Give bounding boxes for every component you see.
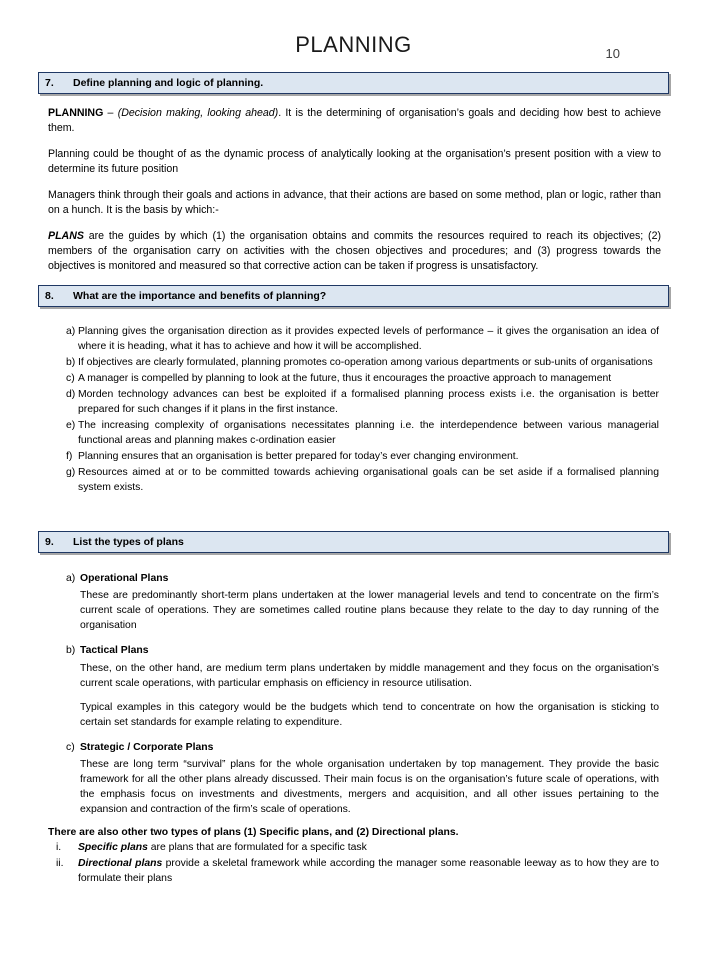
section-heading: Define planning and logic of planning. [73,77,264,89]
list-text [78,841,659,856]
term-planning-rest: . It is the determining of organisation’s goals and deciding how best to achieve them. [48,107,662,135]
list-text: A manager is compelled by planning to look at the future, thus it encourages the proactive approach to management [78,373,612,385]
list-item [48,450,659,465]
list-marker: b) [66,645,76,657]
list-marker: a) [66,326,76,338]
paragraph-plans [38,229,669,274]
spacer [38,519,669,531]
list-marker: f) [66,451,73,463]
list-item [48,325,659,355]
term-plans: PLANS [48,230,84,243]
section-header-7 [38,72,669,94]
paragraph-planning-definition [38,106,669,136]
term-directional-plans-rest: provide a skeletal framework while according the manager some reasonable leeway as to how they are to formulate their plans [78,858,659,885]
list-text: Resources aimed at or to be committed towards achieving organisational goals can be set aside if a formalised planning system exists. [78,467,659,494]
plan-title: Tactical Plans [80,645,149,657]
list-text: Planning ensures that an organisation is better prepared for today’s ever changing environment. [78,451,519,463]
term-specific-plans-rest: are plans that are formulated for a specific task [147,842,367,854]
list-text: If objectives are clearly formulated, planning promotes co-operation among various departments or sub-units of organisations [78,357,653,369]
list-text: The increasing complexity of organisations necessitates planning i.e. the interdependence between various managerial functional areas and planning makes c-ordination easier [78,420,659,447]
list-marker: g) [66,467,76,479]
list-marker: c) [66,373,75,385]
plan-types-list [38,571,669,817]
list-marker: a) [66,573,76,585]
section-header-8 [38,285,669,307]
plan-paragraph: These, on the other hand, are medium term plans undertaken by middle management and they focus on the organisation’s current scale operations, with particular emphasis on efficiency in resource utilisation. [80,662,659,689]
list-marker: b) [66,357,76,369]
section-number: 8. [45,290,54,303]
list-marker: c) [66,741,75,753]
plan-title: Strategic / Corporate Plans [80,741,214,753]
list-item [48,643,659,729]
plan-paragraph: Typical examples in this category would be the budgets which tend to concentrate on how the organisation is sticking to certain set standards for example relating to expenditure. [80,701,659,728]
list-content [80,571,659,633]
section-heading: What are the importance and benefits of planning? [73,290,327,303]
term-planning-gloss: (Decision making, looking ahead) [117,107,279,119]
list-item [48,841,659,856]
list-item [48,740,659,817]
list-marker: e) [66,420,76,432]
spacer [38,497,669,519]
list-text: Planning gives the organisation direction as it provides expected levels of performance – it gives the organisation an idea of where it is heading, what it has to achieve and how it will be accomplished. [78,326,659,353]
page-number: 10 [605,46,620,61]
list-text: Morden technology advances can best be exploited if a formalised planning process exists i.e. the organisation is better prepared for such changes if it plans in the first instance. [78,389,659,416]
list-marker: d) [66,389,76,401]
section-number: 7. [45,77,54,89]
other-plans-list [38,841,669,887]
term-directional-plans: Directional plans [78,858,163,870]
plan-paragraph: These are long term “survival” plans for the whole organisation undertaken by top management. They provide the basic framework for all the other plans already discussed. Their main focus is on the organisation’s future scale of operations, with the emphasis focus on investments and divestments, mergers and acquisition, and all other issues pertaining to the expansion and contraction of the firm’s scale of operations. [80,758,659,816]
list-content [80,643,659,729]
list-item [48,571,659,633]
term-plans-rest: are the guides by which (1) the organisation obtains and commits the resources required to reach its objectives; (2) members of the organisation carry on activities with the chosen objectives and procedures; and (3) progress towards the objectives is monitored and measured so that corrective action can be taken if progress is unsatisfactory. [48,230,661,273]
page-title: PLANNING [295,32,412,57]
term-specific-plans: Specific plans [78,842,148,854]
list-item [48,419,659,449]
section-header-9 [38,531,669,553]
term-planning: PLANNING [48,107,104,119]
list-item [48,466,659,496]
dash: – [103,107,118,119]
paragraph-dynamic-process: Planning could be thought of as the dynamic process of analytically looking at the organisation’s present position with a view to determine its future position [48,148,661,176]
list-item [48,356,659,371]
paragraph-managers-think: Managers think through their goals and actions in advance, that their actions are based on some method, plan or logic, rather than on a hunch. It is the basis by which:- [48,189,661,217]
other-plans-lead: There are also other two types of plans (1) Specific plans, and (2) Directional plans. [48,827,459,839]
plan-paragraph: These are predominantly short-term plans undertaken at the lower managerial levels and tend to concentrate on the firm’s current scale of operations. They are sometimes called routine plans because they relate to the day to day running of the organisation [80,590,659,632]
list-item [48,372,659,387]
plan-title: Operational Plans [80,573,169,585]
list-text [78,857,659,887]
benefits-list [38,325,669,496]
section-heading: List the types of plans [73,536,184,549]
list-marker: ii. [56,858,64,870]
document-page [0,32,707,954]
list-item [48,388,659,418]
section-number: 9. [45,536,54,549]
list-marker: i. [56,842,62,854]
list-content [80,740,659,817]
list-item [48,857,659,887]
